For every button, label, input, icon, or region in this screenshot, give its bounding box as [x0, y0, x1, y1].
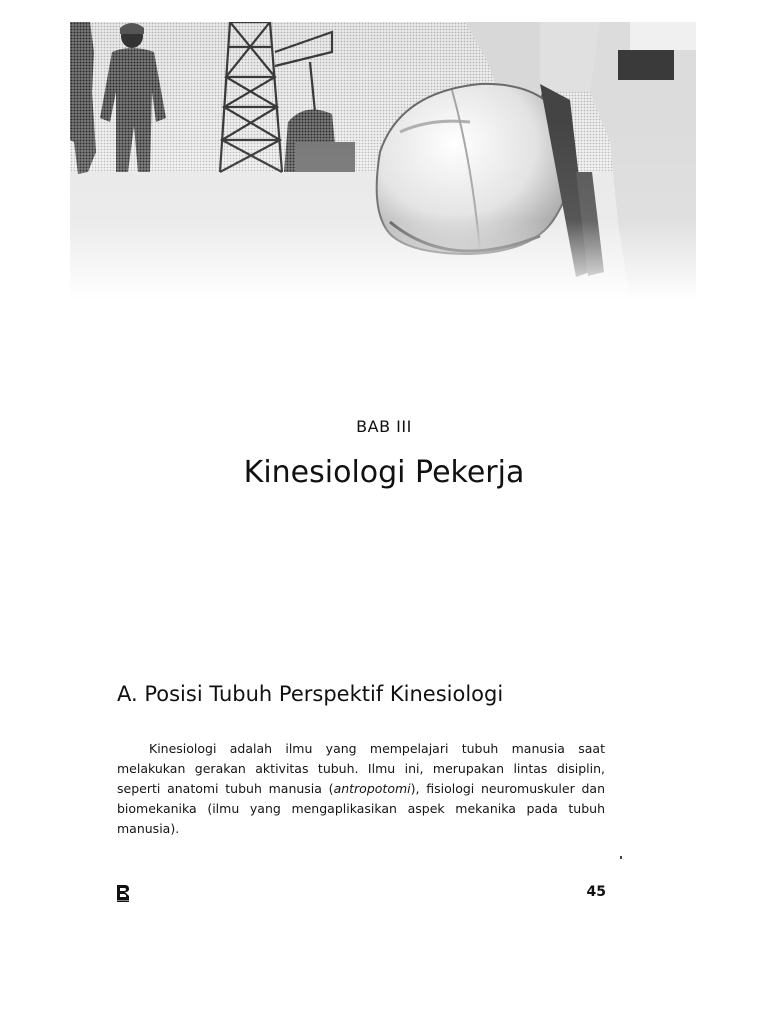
paragraph-text-end: ), fisiologi neuromuskuler dan biomekanika (ilmu yang mengaplikasikan aspek mekanika pada tubuh manusia). — [117, 780, 605, 836]
chapter-label: BAB III — [356, 417, 412, 436]
body-paragraph — [117, 739, 605, 839]
section-heading: A. Posisi Tubuh Perspektif Kinesiologi — [117, 682, 504, 706]
paragraph-text-start: Kinesiologi adalah ilmu yang mempelajari tubuh manusia saat melakukan gerakan aktivitas tubuh. Ilmu ini, merupakan lintas disiplin, seperti anatomi tubuh manusia ( — [117, 740, 605, 796]
scan-speck — [620, 856, 622, 859]
chapter-title: Kinesiologi Pekerja — [243, 455, 525, 490]
header-banner-image — [70, 22, 696, 300]
paragraph-italic-term: antropotomi — [333, 780, 411, 796]
page-number: 45 — [586, 884, 606, 900]
publisher-logo-icon — [116, 884, 130, 902]
